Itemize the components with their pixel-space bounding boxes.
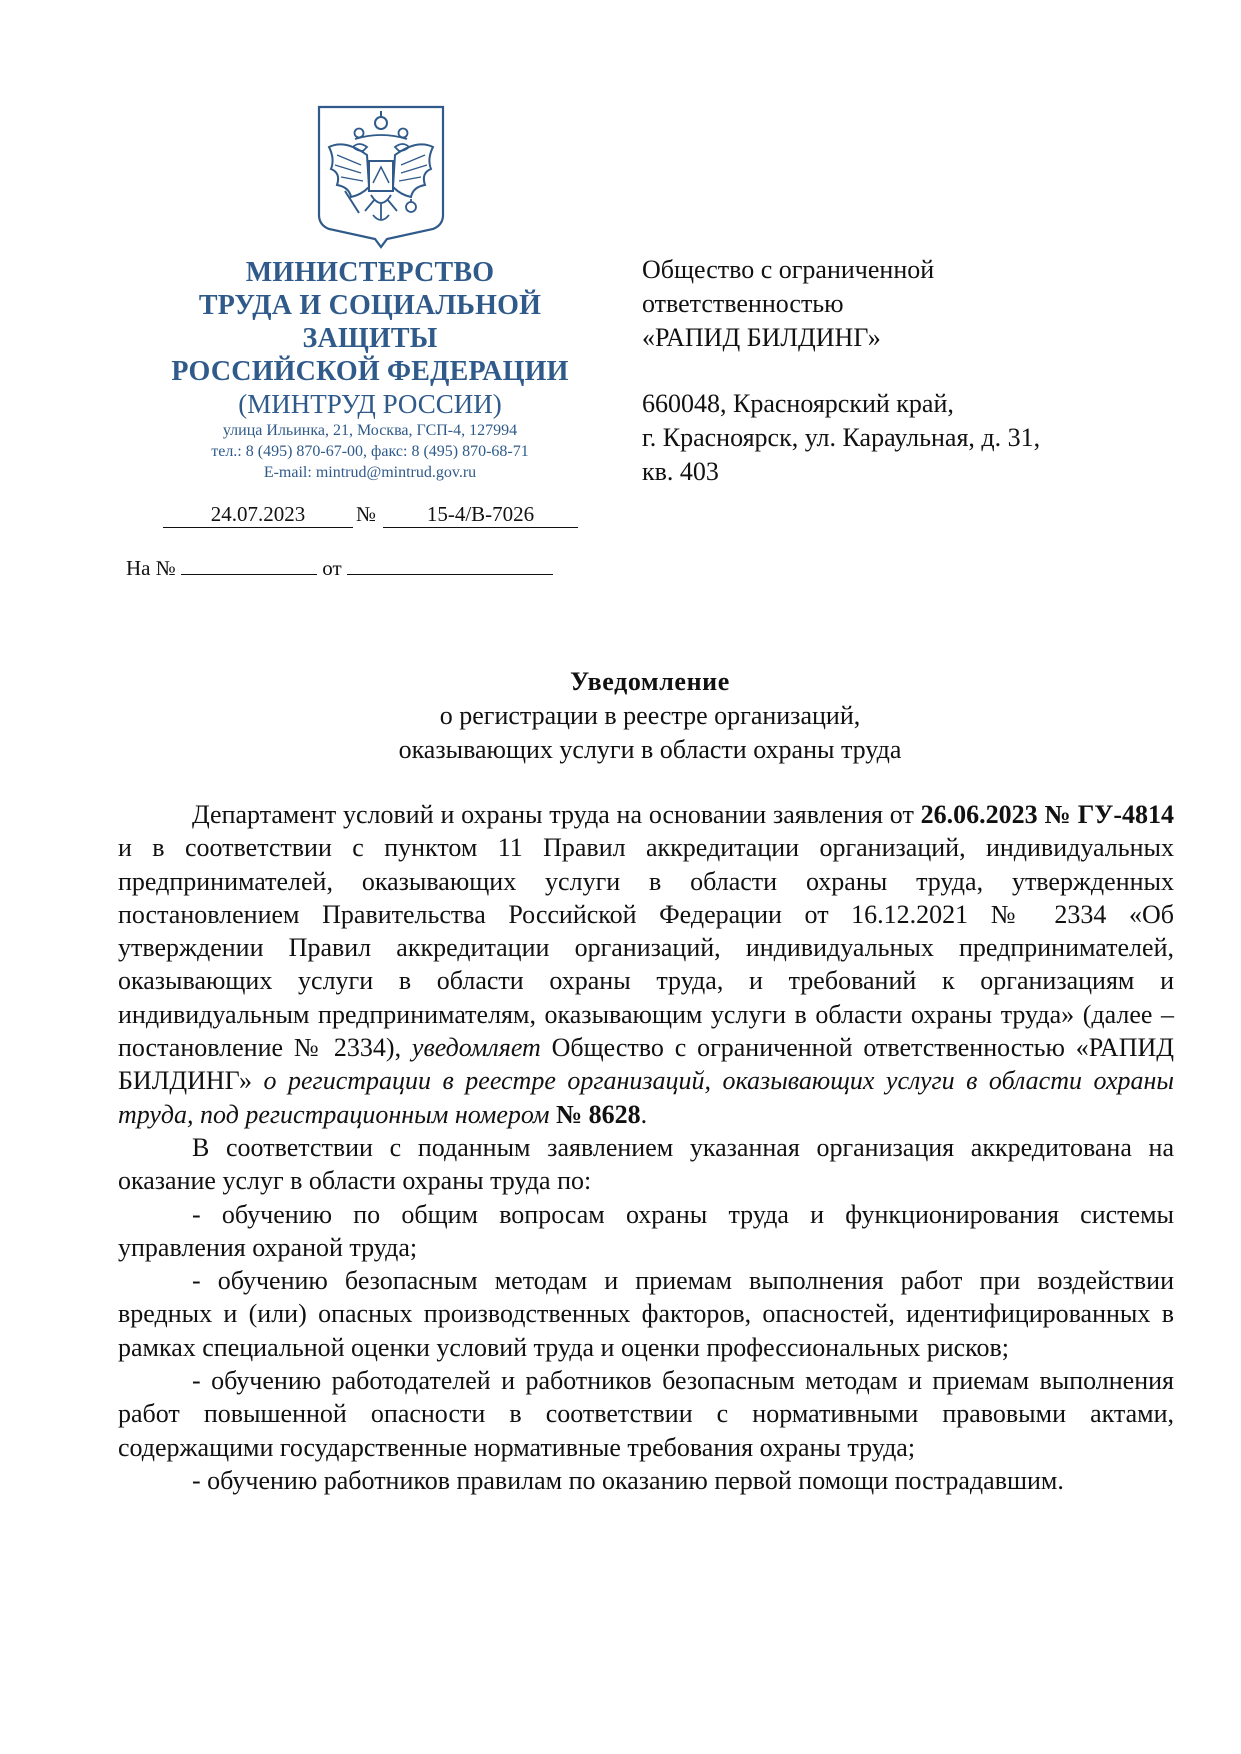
p1-text: Департамент условий и охраны труда на основании заявления от: [192, 800, 921, 829]
registration-number: 15-4/В-7026: [383, 502, 578, 528]
addressee-org-line: Общество с ограниченной: [642, 255, 935, 284]
reference-line: [126, 556, 553, 581]
addressee-org-line: «РАПИД БИЛДИНГ»: [642, 323, 881, 352]
addressee-org-line: ответственностью: [642, 289, 844, 318]
service-item: - обучению работодателей и работников безопасным методам и приемам выполнения работ повышенной опасности в соответствии с нормативными правовыми актами, содержащими государственные нормативные требования охраны труда;: [118, 1366, 1174, 1462]
p1-text: и в соответствии с пунктом 11 Правил аккредитации организаций, индивидуальных предпринимателей, оказывающих услуги в области охраны труда, утвержденных постановлением Правительства Российской Федерации от 16.12.2021 № 2334 «Об утверждении Правил аккредитации организаций, индивидуальных предпринимателей, оказывающих услуги в области охраны труда, и требований к организациям и индивидуальным предпринимателям, оказывающим услуги в области охраны труда» (далее – постановление № 2334),: [118, 833, 1174, 1063]
ministry-name-line: ТРУДА И СОЦИАЛЬНОЙ: [198, 290, 542, 321]
service-item: - обучению по общим вопросам охраны труда и функционирования системы управления охраной труда;: [118, 1199, 1174, 1262]
ministry-name-line: ЗАЩИТЫ: [302, 323, 438, 354]
reference-prefix: На №: [126, 556, 176, 580]
ministry-short-name: (МИНТРУД РОССИИ): [238, 389, 502, 419]
addressee-address-line: г. Красноярск, ул. Караульная, д. 31,: [642, 423, 1041, 452]
registry-number: № 8628: [556, 1099, 641, 1129]
body-paragraph-2: В соответствии с поданным заявлением указанная организация аккредитована на оказание услуг в области охраны труда по:: [118, 1132, 1174, 1196]
addressee-address-line: кв. 403: [642, 457, 719, 486]
ministry-phone-fax: тел.: 8 (495) 870-67-00, факс: 8 (495) 870-68-71: [211, 443, 529, 460]
notice-subtitle-line: о регистрации в реестре организаций,: [439, 701, 861, 730]
notice-subtitle-line: оказывающих услуги в области охраны труда: [398, 735, 902, 764]
registration-line: [163, 502, 578, 532]
addressee-block: [642, 253, 1040, 489]
ministry-letterhead: [150, 256, 590, 483]
addressee-address-line: 660048, Красноярский край,: [642, 389, 954, 418]
ministry-address: улица Ильинка, 21, Москва, ГСП-4, 127994: [222, 422, 518, 439]
body-paragraph-1: [118, 798, 1174, 1131]
number-sign: №: [356, 502, 377, 526]
p1-italic-verb: уведомляет: [411, 1033, 541, 1063]
p1-italic-registration: о регистрации в реестре организаций, оказывающих услуги в области охраны труда, под регистрационным номером: [118, 1066, 1174, 1129]
coat-of-arms-russia-icon: [315, 103, 447, 249]
notice-title: Уведомление: [570, 667, 730, 696]
registration-date: 24.07.2023: [163, 502, 353, 528]
reference-date-blank: [347, 556, 553, 575]
notice-title-block: [250, 665, 1050, 767]
service-item: - обучению безопасным методам и приемам выполнения работ при воздействии вредных и (или) опасных производственных факторов, опасностей, идентифицированных в рамках специальной оценки условий труда и оценки профессиональных рисков;: [118, 1266, 1174, 1362]
ministry-name-line: РОССИЙСКОЙ ФЕДЕРАЦИИ: [171, 356, 569, 387]
ministry-name-line: МИНИСТЕРСТВО: [245, 257, 495, 288]
p1-text: .: [640, 1099, 648, 1129]
reference-from: от: [322, 556, 342, 580]
application-reference: 26.06.2023 № ГУ-4814: [920, 800, 1174, 829]
reference-number-blank: [181, 556, 317, 575]
notice-body: [118, 798, 1174, 1497]
p1-text: Общество с ограниченной ответственностью «РАПИД БИЛДИНГ»: [118, 1033, 1174, 1096]
service-item: - обучению работников правилам по оказанию первой помощи пострадавшим.: [192, 1465, 1064, 1495]
ministry-email: E-mail: mintrud@mintrud.gov.ru: [263, 464, 477, 481]
